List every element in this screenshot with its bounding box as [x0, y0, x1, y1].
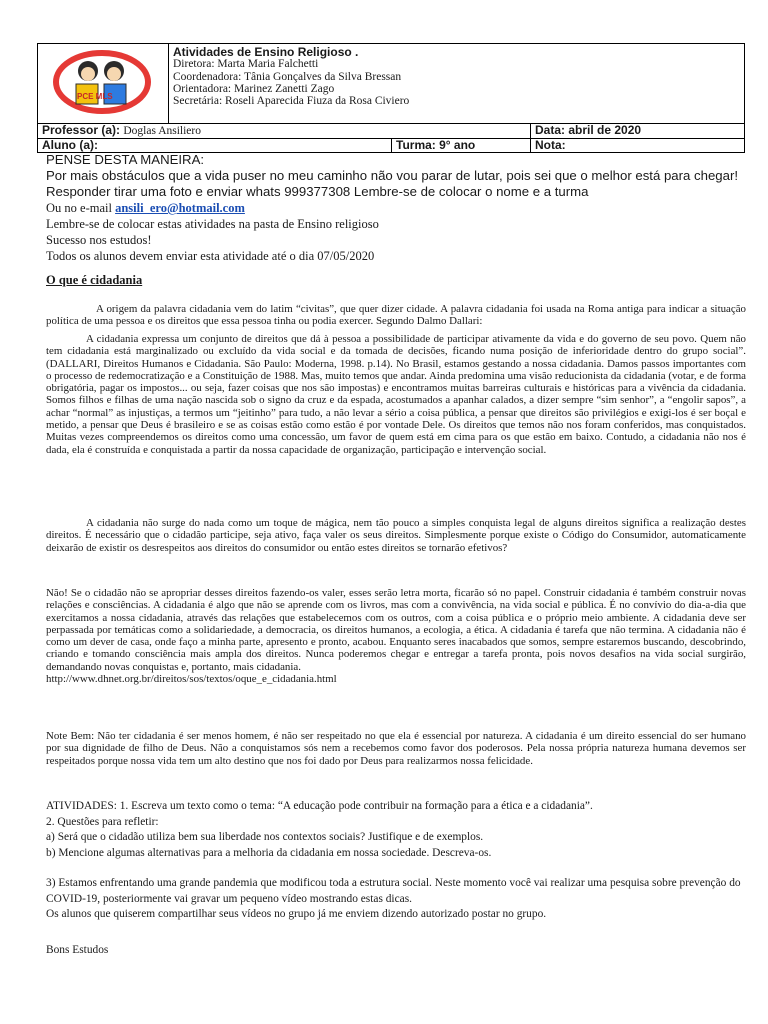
- document-title: Atividades de Ensino Religioso .: [173, 45, 359, 59]
- professor-label: Professor (a):: [42, 123, 121, 137]
- student-label: Aluno (a):: [42, 138, 98, 152]
- advisor-line: Orientadora: Marinez Zanetti Zago: [173, 82, 335, 95]
- activity-4: Os alunos que quiserem compartilhar seus vídeos no grupo já me enviem dizendo autorizado postar no grupo.: [46, 908, 547, 920]
- intro-folder: Lembre-se de colocar estas atividades na pasta de Ensino religioso: [46, 217, 379, 231]
- paragraph-1-text: A origem da palavra cidadania vem do latim “civitas”, que quer dizer cidade. A palavra cidadania foi usada na Roma antiga para indicar a situação política de uma pessoa e os direitos que essa pessoa tinha ou podia exercer. Segundo Dalmo Dallari:: [46, 303, 746, 328]
- paragraph-3-text: A cidadania não surge do nada como um toque de mágica, nem tão pouco a simples conquista legal de alguns direitos significa a realização destes direitos. É necessário que o cidadão participe, seja ativo, faça valer os seus direitos. Simplesmente porque existe o Código do Consumidor, automaticamente deixarão de existir os desrespeitos aos direitos do consumidor ou então estes direitos se tornarão efetivos?: [46, 517, 746, 554]
- paragraph-2: [46, 333, 746, 456]
- date-cell: [531, 124, 745, 139]
- paragraph-5: [46, 730, 746, 767]
- secretary-line: Secretária: Roseli Aparecida Fiuza da Rosa Civiero: [173, 95, 410, 108]
- intro-deadline: Todos os alunos devem enviar esta atividade até o dia 07/05/2020: [46, 249, 375, 263]
- grade-cell[interactable]: [531, 139, 745, 153]
- activity-2: 2. Questões para refletir:: [46, 815, 159, 828]
- activity-1: ATIVIDADES: 1. Escreva um texto como o tema: “A educação pode contribuir na formação para a ética e a cidadania”.: [46, 800, 593, 812]
- paragraph-5-text: Note Bem: Não ter cidadania é ser menos homem, é não ser respeitado no que ela é essencial por natureza. A cidadania é um direito essencial do ser humano por sua dignidade de filho de Deus. Não a conquistamos sós nem a recebemos como favor dos poderosos. Pela nossa própria natureza humana devemos ser respeitados porque nossa vida tem um alto destino que nos foi dado por Deus para realizarmos nossa felicidade.: [46, 730, 746, 767]
- paragraph-1: [46, 303, 746, 328]
- activity-3: 3) Estamos enfrentando uma grande pandemia que modificou toda a estrutura social. Neste momento você vai realizar uma pesquisa sobre prevenção do COVID-19, posteriormente vai gravar um pequeno vídeo mostrando estas dicas.: [46, 877, 741, 905]
- intro-submit: Responder tirar uma foto e enviar whats 999377308 Lembre-se de colocar o nome e a turma: [46, 184, 589, 199]
- director-line: Diretora: Marta Maria Falchetti: [173, 58, 319, 71]
- date-label: Data: abril de 2020: [535, 123, 642, 137]
- logo-text: PCE MLS: [77, 92, 113, 101]
- header-table: [37, 43, 745, 153]
- school-info: [169, 44, 745, 124]
- school-logo: [38, 44, 168, 120]
- intro-motto: Por mais obstáculos que a vida puser no meu caminho não vou parar de lutar, pois sei que o melhor está para chegar!: [46, 168, 739, 183]
- email-link[interactable]: ansili_ero@hotmail.com: [115, 201, 245, 215]
- grade-label: Nota:: [535, 138, 566, 152]
- intro-success: Sucesso nos estudos!: [46, 233, 152, 247]
- paragraph-3: [46, 517, 746, 554]
- source-url[interactable]: http://www.dhnet.org.br/direitos/sos/textos/oque_e_cidadania.html: [46, 673, 337, 686]
- paragraph-4-text: Não! Se o cidadão não se apropriar desses direitos fazendo-os valer, esses serão letra morta, ficarão só no papel. Construir cidadania é também construir novas relações e consciências. A cidadania é algo que não se aprende com os livros, mas com a convivência, na vida social e pública. É no convívio do dia-a-dia que exercitamos a nossa cidadania, através das relações que estabelecemos com os outros, com a coisa pública e o próprio meio ambiente. A cidadania deve ser perpassada por temáticas como a solidariedade, a democracia, os direitos humanos, a ecologia, a ética. A cidadania é tarefa que não termina. A cidadania não é como um dever de casa, onde faço a minha parte, apresento e pronto, acabou. Enquanto seres inacabados que somos, sempre estaremos buscando, descobrindo, criando e tomando consciência mais ampla dos direitos. Nunca poderemos chegar e entregar a tarefa pronta, pois novos desafios na vida social surgirão, demandando novas conquistas e, portanto, mais cidadania.: [46, 587, 746, 673]
- class-cell: [392, 139, 531, 153]
- section-title: O que é cidadania: [46, 273, 143, 287]
- logo-cell: [38, 44, 169, 124]
- student-cell[interactable]: [38, 139, 392, 153]
- activities-section: [46, 799, 746, 923]
- professor-cell: [38, 124, 531, 139]
- professor-name: Doglas Ansiliero: [123, 125, 201, 137]
- closing-text: Bons Estudos: [46, 944, 109, 956]
- coordinator-line: Coordenadora: Tânia Gonçalves da Silva Bressan: [173, 70, 402, 83]
- email-prefix: Ou no e-mail: [46, 201, 116, 215]
- instructions: [46, 152, 751, 264]
- activity-2b: b) Mencione algumas alternativas para a melhoria da cidadania em nossa sociedade. Descreva-os.: [46, 846, 492, 859]
- activity-2a: a) Será que o cidadão utiliza bem sua liberdade nos contextos sociais? Justifique e de exemplos.: [46, 831, 484, 843]
- class-label: Turma: 9° ano: [396, 138, 476, 152]
- intro-email-line: [46, 200, 751, 216]
- paragraph-2-text: A cidadania expressa um conjunto de direitos que dá à pessoa a possibilidade de participar ativamente da vida e do governo de seu povo. Quem não tem cidadania está marginalizado ou excluído da vida social e da tomada de decisões, ficando numa posição de inferioridade dentro do grupo social”. (DALLARI, Direitos Humanos e Cidadania. São Paulo: Moderna, 1998. p.14). No Brasil, estamos gestando a nossa cidadania. Damos passos importantes com o processo de redemocratização e a Constituição de 1988. Mas, muito temos que andar. Ainda predomina uma visão reducionista da cidadania (votar, e de forma obrigatória, pagar os impostos... ou seja, fazer coisas que nos são impostas) e encontramos muitas barreiras culturais e históricas para a vivência da cidadania. Somos filhos e filhas de uma nação nascida sob o signo da cruz e da espada, acostumados a apanhar calados, a dizer sempre “sim senhor”, a “engolir sapos”, a achar “normal” as injustiças, a termos um “jeitinho” para tudo, a não levar a sério a coisa pública, a pensar que direitos são privilégios e exigi-los é ser boçal e metido, a pensar que Deus é brasileiro e se as coisas estão como estão é por vontade Dele. Os direitos que temos não nos foram conferidos, mas conquistados. Muitas vezes compreendemos os direitos como uma concessão, um favor de quem está em cima para os que estão em baixo. Contudo, a cidadania não nos é dada, ela é construída e conquistada a partir da nossa capacidade de organização, participação e intervenção social.: [46, 333, 746, 456]
- paragraph-4: [46, 587, 746, 685]
- intro-heading: PENSE DESTA MANEIRA:: [46, 152, 205, 167]
